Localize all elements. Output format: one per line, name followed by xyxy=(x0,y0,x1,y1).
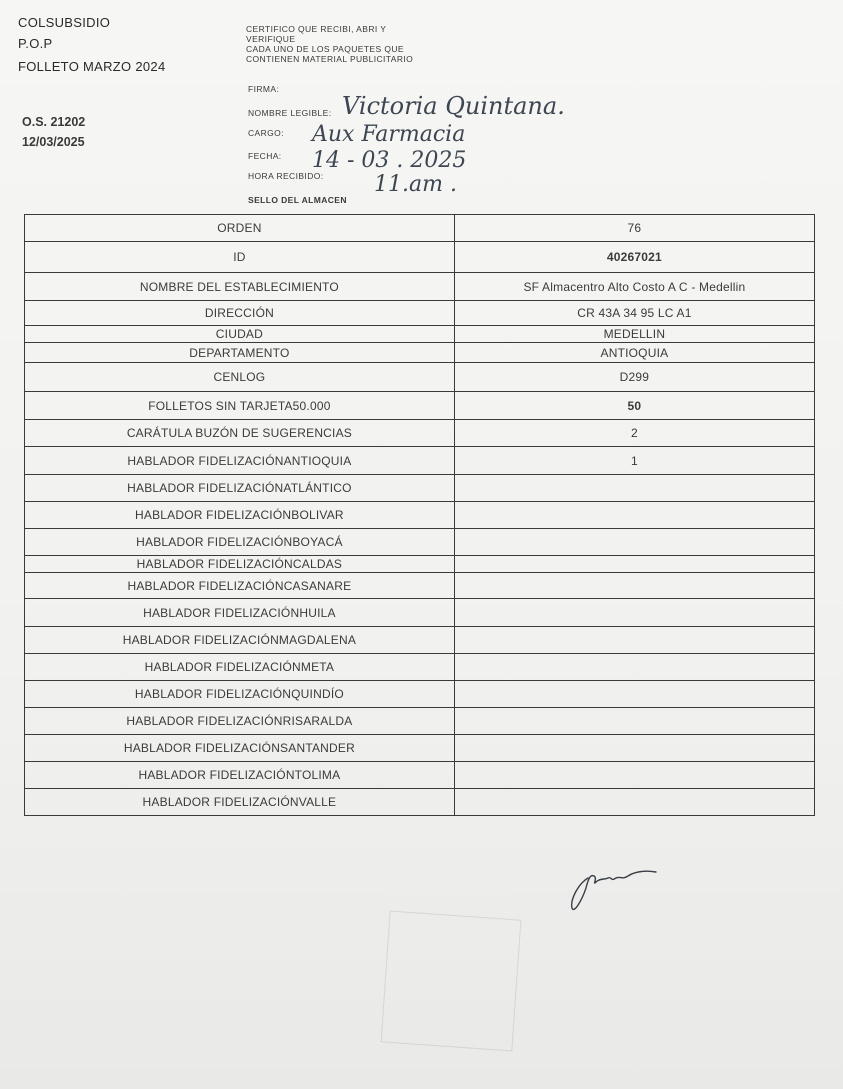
row-label: HABLADOR FIDELIZACIÓNTOLIMA xyxy=(25,762,455,789)
table-row xyxy=(25,420,815,447)
delivery-table xyxy=(24,214,815,816)
table-row xyxy=(25,789,815,816)
row-label: HABLADOR FIDELIZACIÓNCALDAS xyxy=(25,556,455,573)
table-row xyxy=(25,273,815,301)
nombre-label: NOMBRE LEGIBLE: xyxy=(248,108,332,118)
row-label: ORDEN xyxy=(25,215,455,242)
table-row xyxy=(25,599,815,627)
table-row xyxy=(25,627,815,654)
table-row xyxy=(25,475,815,502)
signature-icon xyxy=(560,860,670,920)
row-label: HABLADOR FIDELIZACIÓNBOYACÁ xyxy=(25,529,455,556)
row-value: 40267021 xyxy=(454,242,814,273)
row-label: HABLADOR FIDELIZACIÓNATLÁNTICO xyxy=(25,475,455,502)
table-row xyxy=(25,392,815,420)
row-value xyxy=(454,573,814,599)
row-value xyxy=(454,599,814,627)
table-row xyxy=(25,343,815,363)
hora-handwritten: 11.am . xyxy=(374,172,457,197)
sello-label: SELLO DEL ALMACEN xyxy=(248,195,347,205)
row-label: CIUDAD xyxy=(25,326,455,343)
row-value: MEDELLIN xyxy=(454,326,814,343)
table-row xyxy=(25,735,815,762)
row-label: DIRECCIÓN xyxy=(25,301,455,326)
row-label: HABLADOR FIDELIZACIÓNMETA xyxy=(25,654,455,681)
cargo-label: CARGO: xyxy=(248,128,284,138)
row-value xyxy=(454,556,814,573)
nombre-handwritten: Victoria Quintana. xyxy=(342,92,565,120)
header-left xyxy=(18,12,166,77)
firma-label: FIRMA: xyxy=(248,84,280,94)
table-row xyxy=(25,556,815,573)
table-row xyxy=(25,708,815,735)
row-value xyxy=(454,529,814,556)
row-label: CARÁTULA BUZÓN DE SUGERENCIAS xyxy=(25,420,455,447)
table-row xyxy=(25,215,815,242)
fecha-label: FECHA: xyxy=(248,151,282,161)
company-name: COLSUBSIDIO xyxy=(18,15,111,30)
row-value: SF Almacentro Alto Costo A C - Medellin xyxy=(454,273,814,301)
table-row xyxy=(25,654,815,681)
row-label: FOLLETOS SIN TARJETA50.000 xyxy=(25,392,455,420)
cargo-handwritten: Aux Farmacia xyxy=(312,122,466,147)
row-label: HABLADOR FIDELIZACIÓNSANTANDER xyxy=(25,735,455,762)
row-label: HABLADOR FIDELIZACIÓNVALLE xyxy=(25,789,455,816)
row-value: 76 xyxy=(454,215,814,242)
row-value xyxy=(454,627,814,654)
table-row xyxy=(25,326,815,343)
row-value xyxy=(454,762,814,789)
row-label: DEPARTAMENTO xyxy=(25,343,455,363)
faded-stamp-icon xyxy=(381,911,522,1052)
table-row xyxy=(25,363,815,392)
row-label: HABLADOR FIDELIZACIÓNRISARALDA xyxy=(25,708,455,735)
table-row xyxy=(25,447,815,475)
row-value xyxy=(454,654,814,681)
fecha-handwritten: 14 - 03 . 2025 xyxy=(312,148,467,173)
table-row xyxy=(25,762,815,789)
row-value: D299 xyxy=(454,363,814,392)
row-value xyxy=(454,735,814,762)
hora-label: HORA RECIBIDO: xyxy=(248,171,324,181)
row-label: HABLADOR FIDELIZACIÓNHUILA xyxy=(25,599,455,627)
table-row xyxy=(25,242,815,273)
row-value xyxy=(454,681,814,708)
row-value: 1 xyxy=(454,447,814,475)
row-value: 2 xyxy=(454,420,814,447)
row-value: 50 xyxy=(454,392,814,420)
row-label: CENLOG xyxy=(25,363,455,392)
row-label: HABLADOR FIDELIZACIÓNQUINDÍO xyxy=(25,681,455,708)
row-value: CR 43A 34 95 LC A1 xyxy=(454,301,814,326)
table-row xyxy=(25,502,815,529)
row-value xyxy=(454,789,814,816)
row-label: HABLADOR FIDELIZACIÓNMAGDALENA xyxy=(25,627,455,654)
folleto-title: FOLLETO MARZO 2024 xyxy=(18,59,166,74)
row-label: HABLADOR FIDELIZACIÓNANTIOQUIA xyxy=(25,447,455,475)
os-number: O.S. 21202 xyxy=(22,115,86,129)
certificate-line: CONTIENEN MATERIAL PUBLICITARIO xyxy=(246,54,414,64)
os-date: 12/03/2025 xyxy=(22,135,85,149)
row-value xyxy=(454,502,814,529)
row-value xyxy=(454,708,814,735)
table-row xyxy=(25,573,815,599)
certificate-text xyxy=(246,24,413,64)
certificate-line: CERTIFICO QUE RECIBI, ABRI Y xyxy=(246,24,387,34)
row-label: HABLADOR FIDELIZACIÓNBOLIVAR xyxy=(25,502,455,529)
order-block xyxy=(22,112,85,152)
row-label: NOMBRE DEL ESTABLECIMIENTO xyxy=(25,273,455,301)
table-row xyxy=(25,681,815,708)
row-label: ID xyxy=(25,242,455,273)
pop-label: P.O.P xyxy=(18,36,53,51)
table-row xyxy=(25,301,815,326)
row-value xyxy=(454,475,814,502)
table-row xyxy=(25,529,815,556)
row-label: HABLADOR FIDELIZACIÓNCASANARE xyxy=(25,573,455,599)
certificate-line: CADA UNO DE LOS PAQUETES QUE xyxy=(246,44,404,54)
certificate-line: VERIFIQUE xyxy=(246,34,296,44)
row-value: ANTIOQUIA xyxy=(454,343,814,363)
